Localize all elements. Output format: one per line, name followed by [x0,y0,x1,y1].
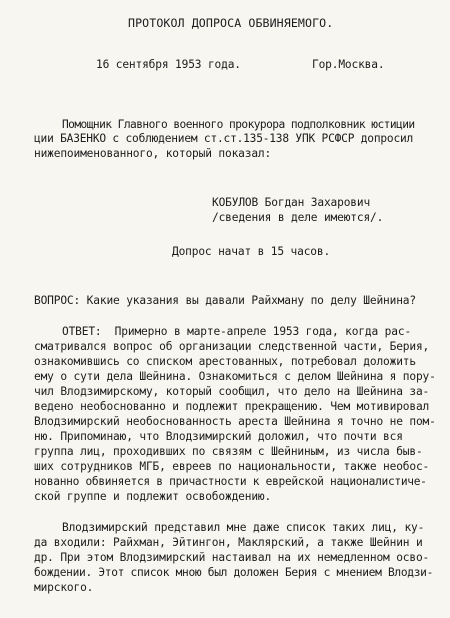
answer-line: ской группе и подлежит освобождению. [34,490,272,503]
intro-line: нижепоименованного, который показал: [34,147,272,160]
answer-line: ознакомившись со списком арестованных, потребовал доложить [34,355,416,368]
answer-line: группа лиц, проходивших по связям с Шейниным, из числа быв- [34,445,423,458]
accused-note: /сведения в деле имеются/. [212,211,384,224]
answer-line: Влодзимирский представил мне даже список таких лиц, ку- [62,521,425,534]
answer-line: да входили: Райхман, Эйтингон, Маклярский, а также Шейнин и [34,536,423,549]
answer-line: ОТВЕТ: Примерно в марте-апреле 1953 года, когда рас- [62,325,412,338]
document-date: 16 сентября 1953 года. [96,58,241,71]
answer-line: ему о сути дела Шейнина. Ознакомиться с делом Шейнина я пору- [34,370,436,383]
question-text: ВОПРОС: Какие указания вы давали Райхману по делу Шейнина? [34,294,416,307]
answer-line: ших сотрудников МГБ, евреев по национальности, также необос- [34,460,430,473]
answer-line: Влодзимирский необоснованность ареста Шейнина я точно не пом- [34,415,436,428]
intro-line: Помощник Главного военного прокурора подполковник юстиции [62,118,415,131]
answer-line: сматривался вопрос об организации следственной части, Берия, [34,340,430,353]
answer-line: чил Влодзимирскому, который сообщил, что дело на Шейнина за- [34,385,430,398]
intro-line: ции БАЗЕНКО с соблюдением ст.ст.135-138 УПК РСФСР допросил [34,132,414,145]
answer-line: нованно обвиняется в причастности к еврейской националистиче- [34,475,427,488]
document-city: Гор.Москва. [312,58,385,71]
answer-line: др. При этом Влодзимирский настаивал на их немедленном осво- [34,551,430,564]
answer-line: ню. Припоминаю, что Влодзимирский доложил, что почти вся [34,430,403,443]
accused-name: КОБУЛОВ Богдан Захарович [212,196,371,209]
answer-line: бождении. Этот список мною был доложен Берия с мнением Влодзи- [34,566,433,579]
document-title: ПРОТОКОЛ ДОПРОСА ОБВИНЯЕМОГО. [128,16,334,30]
interrogation-start: Допрос начат в 15 часов. [172,245,331,258]
answer-line: мирского. [34,581,94,594]
answer-line: ведено необоснованно и подлежит прекращению. Чем мотивировал [34,400,430,413]
